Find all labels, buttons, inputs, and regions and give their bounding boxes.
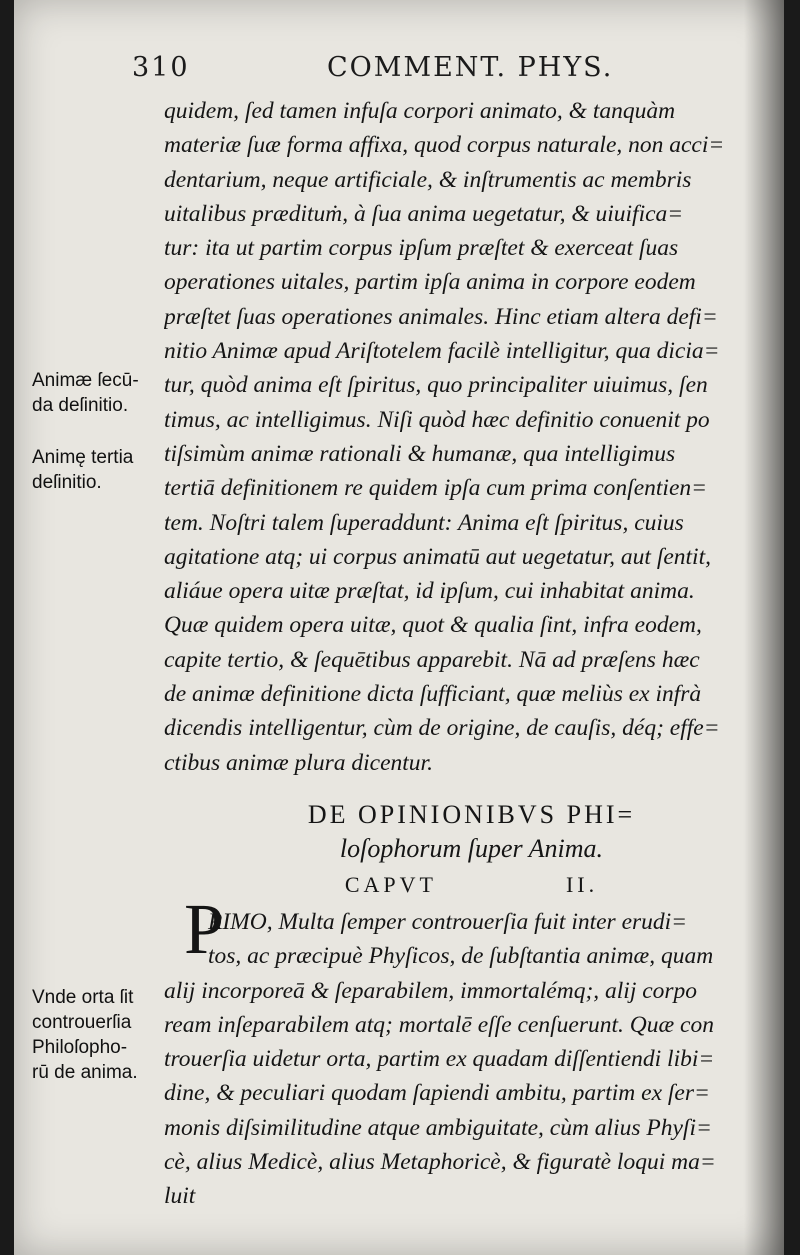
- margin-note-third-definition: [32, 445, 133, 495]
- body-line: timus, ac intelligimus. Niſi quòd hæc definitio conuenit po: [164, 406, 710, 433]
- body-line: dicendis intelligentur, cùm de origine, de cauſis, déq; effe=: [164, 715, 720, 742]
- body-line: tem. Noſtri talem ſuperaddunt: Anima eſt ſpiritus, cuius: [164, 509, 684, 536]
- body-text-block-2: [164, 905, 779, 1214]
- body-line: dentarium, neque artificiale, & inſtrumentis ac membris: [164, 166, 692, 193]
- book-page: [14, 0, 784, 1255]
- body-line: ream inſeparabilem atq; mortalē eſſe cenſuerunt. Quæ con: [164, 1011, 714, 1038]
- body-line: RIMO, Multa ſemper controuerſia fuit inter erudi=: [208, 909, 688, 935]
- body-line: de animæ definitione dicta ſufficiant, quæ meliùs ex infrà: [164, 681, 702, 708]
- body-line: dine, & peculiari quodam ſapiendi ambitu, partim ex ſer=: [164, 1080, 710, 1107]
- margin-note-line: rū de anima.: [32, 1062, 138, 1083]
- section-heading-line-1: DE OPINIONIBVS PHI=: [307, 800, 636, 829]
- running-head: [132, 52, 692, 92]
- body-line: tur: ita ut partim corpus ipſum præſtet & exerceat ſuas: [164, 235, 679, 262]
- body-line: tiſsimùm animæ rationali & humanæ, qua intelligimus: [164, 440, 676, 467]
- margin-note-line: Philoſopho-: [32, 1037, 128, 1058]
- running-title: COMMENT. PHYS.: [327, 52, 614, 83]
- body-line: Quæ quidem opera uitæ, quot & qualia ſint, infra eodem,: [164, 612, 702, 639]
- body-line: ctibus animæ plura dicentur.: [164, 749, 433, 776]
- margin-note-line: Animę tertia: [32, 447, 134, 468]
- body-line: tur, quòd anima eſt ſpiritus, quo principaliter uiuimus, ſen: [164, 372, 708, 399]
- body-line: uitalibus prædituṁ, à ſua anima uegetatur, & uiuifica=: [164, 200, 684, 227]
- body-line: cè, alius Medicè, alius Metaphoricè, & figuratè loqui ma=: [164, 1149, 716, 1176]
- body-line: materiæ ſuæ forma affixa, quod corpus naturale, non acci=: [164, 132, 725, 159]
- body-line: quidem, ſed tamen infuſa corpori animato, & tanquàm: [164, 98, 676, 124]
- margin-note-line: deſinitio.: [32, 472, 102, 493]
- body-line: trouerſia uidetur orta, partim ex quadam diſſentiendi libi=: [164, 1046, 715, 1073]
- page-number: 310: [132, 52, 190, 83]
- body-line: agitatione atq; ui corpus animatū aut uegetatur, aut ſentit,: [164, 543, 711, 570]
- section-heading-line-2: loſophorum ſuper Anima.: [339, 834, 604, 863]
- margin-note-line: Vnde orta ſit: [32, 987, 134, 1008]
- margin-note-line: da deſinitio.: [32, 395, 129, 416]
- margin-note-second-definition: [32, 368, 139, 418]
- chapter-label: [164, 872, 779, 898]
- chapter-number: II.: [565, 872, 599, 897]
- body-line: nitio Animæ apud Ariſtotelem facilè intelligitur, qua dicia=: [164, 338, 720, 365]
- body-line: tertiā definitionem re quidem ipſa cum prima conſentien=: [164, 475, 707, 502]
- body-text-block-1: [164, 94, 779, 780]
- margin-note-line: Animæ ſecū-: [32, 370, 139, 391]
- body-line: tos, ac præcipuè Phyſicos, de ſubſtantia animæ, quam: [208, 943, 714, 970]
- body-line: capite tertio, & ſequētibus apparebit. Nā ad præſens hæc: [164, 646, 700, 673]
- body-line: præſtet ſuas operationes animales. Hinc etiam altera defi=: [164, 303, 718, 330]
- chapter-word: CAPVT: [344, 872, 437, 897]
- margin-note-origin-controversy: [32, 985, 138, 1085]
- drop-cap: P: [184, 889, 225, 969]
- body-line: operationes uitales, partim ipſa anima in corpore eodem: [164, 269, 696, 296]
- margin-note-line: controuerſia: [32, 1012, 132, 1033]
- body-line: alij incorporeā & ſeparabilem, immortalémq;, alij corpo: [164, 977, 698, 1004]
- body-line: monis diſsimilitudine atque ambiguitate, cùm alius Phyſi=: [164, 1114, 712, 1141]
- body-line: luit: [164, 1183, 196, 1210]
- body-line: aliáue opera uitæ præſtat, id ipſum, cui inhabitat anima.: [164, 578, 695, 605]
